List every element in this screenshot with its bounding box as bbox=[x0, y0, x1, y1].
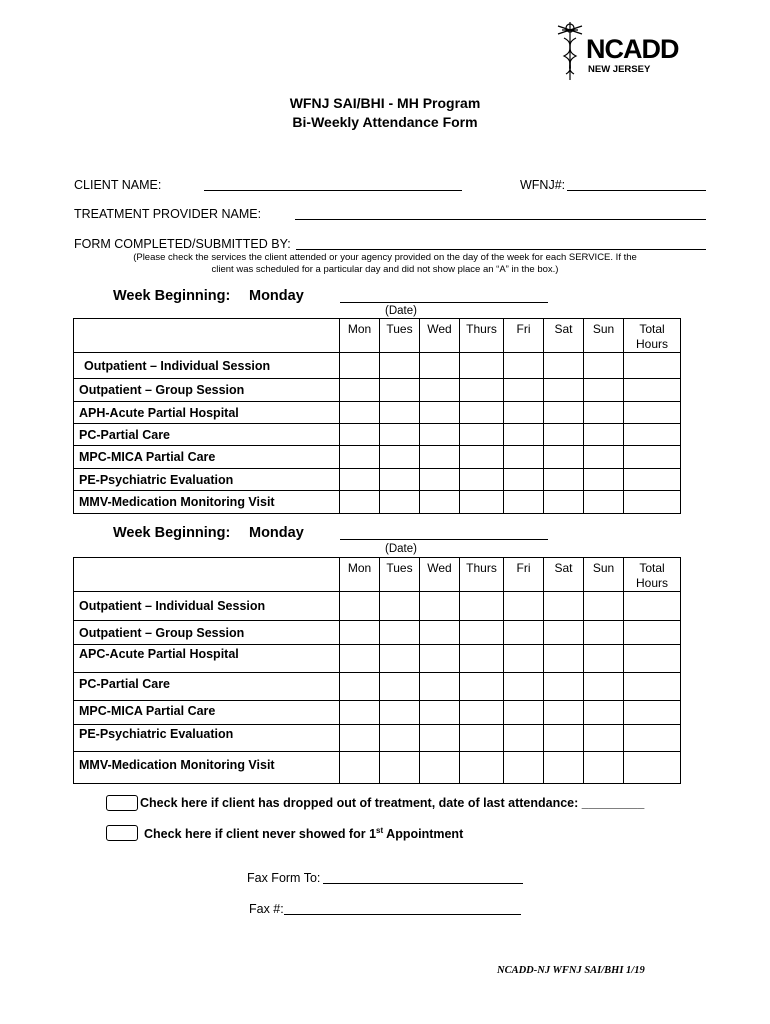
dropped-out-checkbox[interactable] bbox=[106, 795, 138, 811]
logo-subtext: NEW JERSEY bbox=[588, 64, 651, 75]
service-label: Outpatient – Group Session bbox=[74, 621, 340, 645]
attendance-table-week1 bbox=[73, 318, 681, 514]
day-header: Sun bbox=[584, 558, 624, 592]
service-label: MMV-Medication Monitoring Visit bbox=[74, 752, 340, 784]
service-label: MMV-Medication Monitoring Visit bbox=[74, 491, 340, 514]
total-hours-header: Total Hours bbox=[624, 319, 681, 353]
total-hours-header: Total Hours bbox=[624, 558, 681, 592]
fax-number-label: Fax #: bbox=[249, 902, 284, 916]
date-caption: (Date) bbox=[385, 305, 417, 317]
service-label: PE-Psychiatric Evaluation bbox=[74, 469, 340, 491]
service-label: Outpatient – Individual Session bbox=[74, 353, 340, 379]
week-beginning-label: Week Beginning: bbox=[113, 525, 231, 541]
table-row bbox=[74, 592, 681, 621]
service-label: APC-Acute Partial Hospital bbox=[74, 645, 340, 673]
table-row bbox=[74, 379, 681, 402]
instructions-line1: (Please check the services the client attended or your agency provided on the day of the week for each SERVICE. If the bbox=[133, 252, 637, 263]
fax-form-to-field[interactable] bbox=[323, 871, 523, 884]
table-row bbox=[74, 491, 681, 514]
day-header: Sun bbox=[584, 319, 624, 353]
table-row bbox=[74, 469, 681, 491]
day-header: Wed bbox=[420, 558, 460, 592]
provider-label: TREATMENT PROVIDER NAME: bbox=[74, 207, 262, 221]
week2-date-field[interactable] bbox=[340, 527, 548, 540]
never-showed-label: Check here if client never showed for 1st Appointment bbox=[144, 826, 464, 842]
wfnj-field[interactable] bbox=[567, 178, 706, 191]
service-label: Outpatient – Group Session bbox=[74, 379, 340, 402]
day-header: Wed bbox=[420, 319, 460, 353]
service-label: PC-Partial Care bbox=[74, 424, 340, 446]
day-header: Mon bbox=[340, 558, 380, 592]
table-row bbox=[74, 402, 681, 424]
day-header: Tues bbox=[380, 558, 420, 592]
table-row bbox=[74, 701, 681, 725]
day-header: Thurs bbox=[460, 558, 504, 592]
client-name-label: CLIENT NAME: bbox=[74, 178, 162, 192]
table-row bbox=[74, 645, 681, 673]
instructions-line2: client was scheduled for a particular day and did not show place an “A” in the box.) bbox=[211, 264, 559, 275]
table-row bbox=[74, 446, 681, 469]
date-caption: (Date) bbox=[385, 543, 417, 555]
completed-by-label: FORM COMPLETED/SUBMITTED BY: bbox=[74, 237, 291, 251]
form-title: WFNJ SAI/BHI - MH Program bbox=[289, 95, 481, 111]
week-day-label: Monday bbox=[249, 288, 304, 304]
dropped-out-label: Check here if client has dropped out of treatment, date of last attendance: _________ bbox=[140, 796, 645, 810]
completed-by-field[interactable] bbox=[296, 237, 706, 250]
day-header: Tues bbox=[380, 319, 420, 353]
logo-text: NCADD bbox=[586, 34, 679, 64]
header-blank bbox=[74, 319, 340, 353]
service-label: Outpatient – Individual Session bbox=[74, 592, 340, 621]
day-header: Fri bbox=[504, 558, 544, 592]
day-header: Fri bbox=[504, 319, 544, 353]
fax-number-field[interactable] bbox=[284, 902, 521, 915]
form-subtitle: Bi-Weekly Attendance Form bbox=[292, 114, 478, 130]
table-row bbox=[74, 621, 681, 645]
table-row bbox=[74, 673, 681, 701]
attendance-table-week2 bbox=[73, 557, 681, 784]
table-row bbox=[74, 353, 681, 379]
week-beginning-label: Week Beginning: bbox=[113, 288, 231, 304]
week1-date-field[interactable] bbox=[340, 290, 548, 303]
client-name-field[interactable] bbox=[204, 178, 462, 191]
wfnj-label: WFNJ#: bbox=[520, 178, 566, 192]
header-blank bbox=[74, 558, 340, 592]
table-row bbox=[74, 424, 681, 446]
form-footer-code: NCADD-NJ WFNJ SAI/BHI 1/19 bbox=[497, 965, 645, 976]
ncadd-logo bbox=[552, 20, 708, 82]
provider-field[interactable] bbox=[295, 207, 706, 220]
service-label: PE-Psychiatric Evaluation bbox=[74, 725, 340, 752]
service-label: PC-Partial Care bbox=[74, 673, 340, 701]
service-label: MPC-MICA Partial Care bbox=[74, 701, 340, 725]
table-row bbox=[74, 752, 681, 784]
service-label: APH-Acute Partial Hospital bbox=[74, 402, 340, 424]
day-header: Mon bbox=[340, 319, 380, 353]
never-showed-checkbox[interactable] bbox=[106, 825, 138, 841]
day-header: Thurs bbox=[460, 319, 504, 353]
week-day-label: Monday bbox=[249, 525, 304, 541]
day-header: Sat bbox=[544, 319, 584, 353]
service-label: MPC-MICA Partial Care bbox=[74, 446, 340, 469]
table-row bbox=[74, 725, 681, 752]
fax-form-to-label: Fax Form To: bbox=[247, 871, 321, 885]
day-header: Sat bbox=[544, 558, 584, 592]
